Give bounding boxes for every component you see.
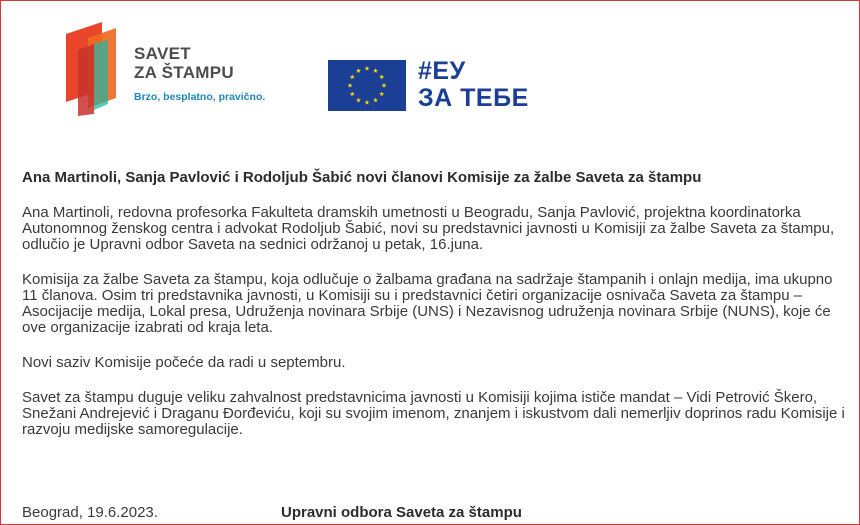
article-headline: Ana Martinoli, Sanja Pavlović i Rodoljub Šabić novi članovi Komisije za žalbe Saveta za štampu bbox=[22, 169, 702, 186]
savet-za-stampu-logo bbox=[64, 20, 274, 116]
eu-flag-icon bbox=[328, 60, 406, 111]
article-paragraph: Ana Martinoli, redovna profesorka Fakulteta dramskih umetnosti u Beogradu, Sanja Pavlović, projektna koordinatorka Autonomnog ženskog centra i advokat Rodoljub Šabić, novi su predstavnici javnosti u Komisiji za žalbe Saveta za štampu, odlučio je Upravni odbor Saveta na sednici održanoj u petak, 16.juna. bbox=[22, 204, 835, 253]
signature: Upravni odbora Saveta za štampu bbox=[281, 504, 522, 521]
article-paragraph: Savet za štampu duguje veliku zahvalnost predstavnicima javnosti u Komisiji kojima ističe mandat – Vidi Petrović Škero, Snežani Andrejević i Draganu Đorđeviću, koji su svojim imenom, znanjem i iskustvom dali nemerljiv doprinos radu Komisije i razvoju medijske samoregulacije. bbox=[22, 389, 845, 438]
article-paragraph: Novi saziv Komisije počeće da radi u septembru. bbox=[22, 354, 346, 371]
eu-za-tebe-logo bbox=[328, 58, 528, 114]
savet-logo-tagline: Brzo, besplatno, pravično. bbox=[134, 91, 266, 103]
eu-logo-text-line1: #ЕУ bbox=[418, 57, 466, 85]
savet-logo-text: SAVET ZA ŠTAMPU bbox=[134, 44, 234, 82]
eu-logo-text-line2: ЗА ТЕБЕ bbox=[418, 84, 529, 112]
article-footer bbox=[22, 504, 522, 521]
article-body bbox=[22, 170, 848, 457]
place-date: Beograd, 19.6.2023. bbox=[22, 504, 158, 521]
savet-logo-mark-icon bbox=[64, 20, 128, 116]
article-paragraph: Komisija za žalbe Saveta za štampu, koja odlučuje o žalbama građana na sadržaje štampanih i onlajn medija, ima ukupno 11 članova. Osim tri predstavnika javnosti, u Komisiji su i predstavnici četiri organizacije osnivača Saveta za štampu – Asocijacije medija, Lokal presa, Udruženja novinara Srbije (UNS) i Nezavisnog udruženja novinara Srbije (NUNS), koje će ove organizacije izabrati od kraja leta. bbox=[22, 271, 833, 336]
